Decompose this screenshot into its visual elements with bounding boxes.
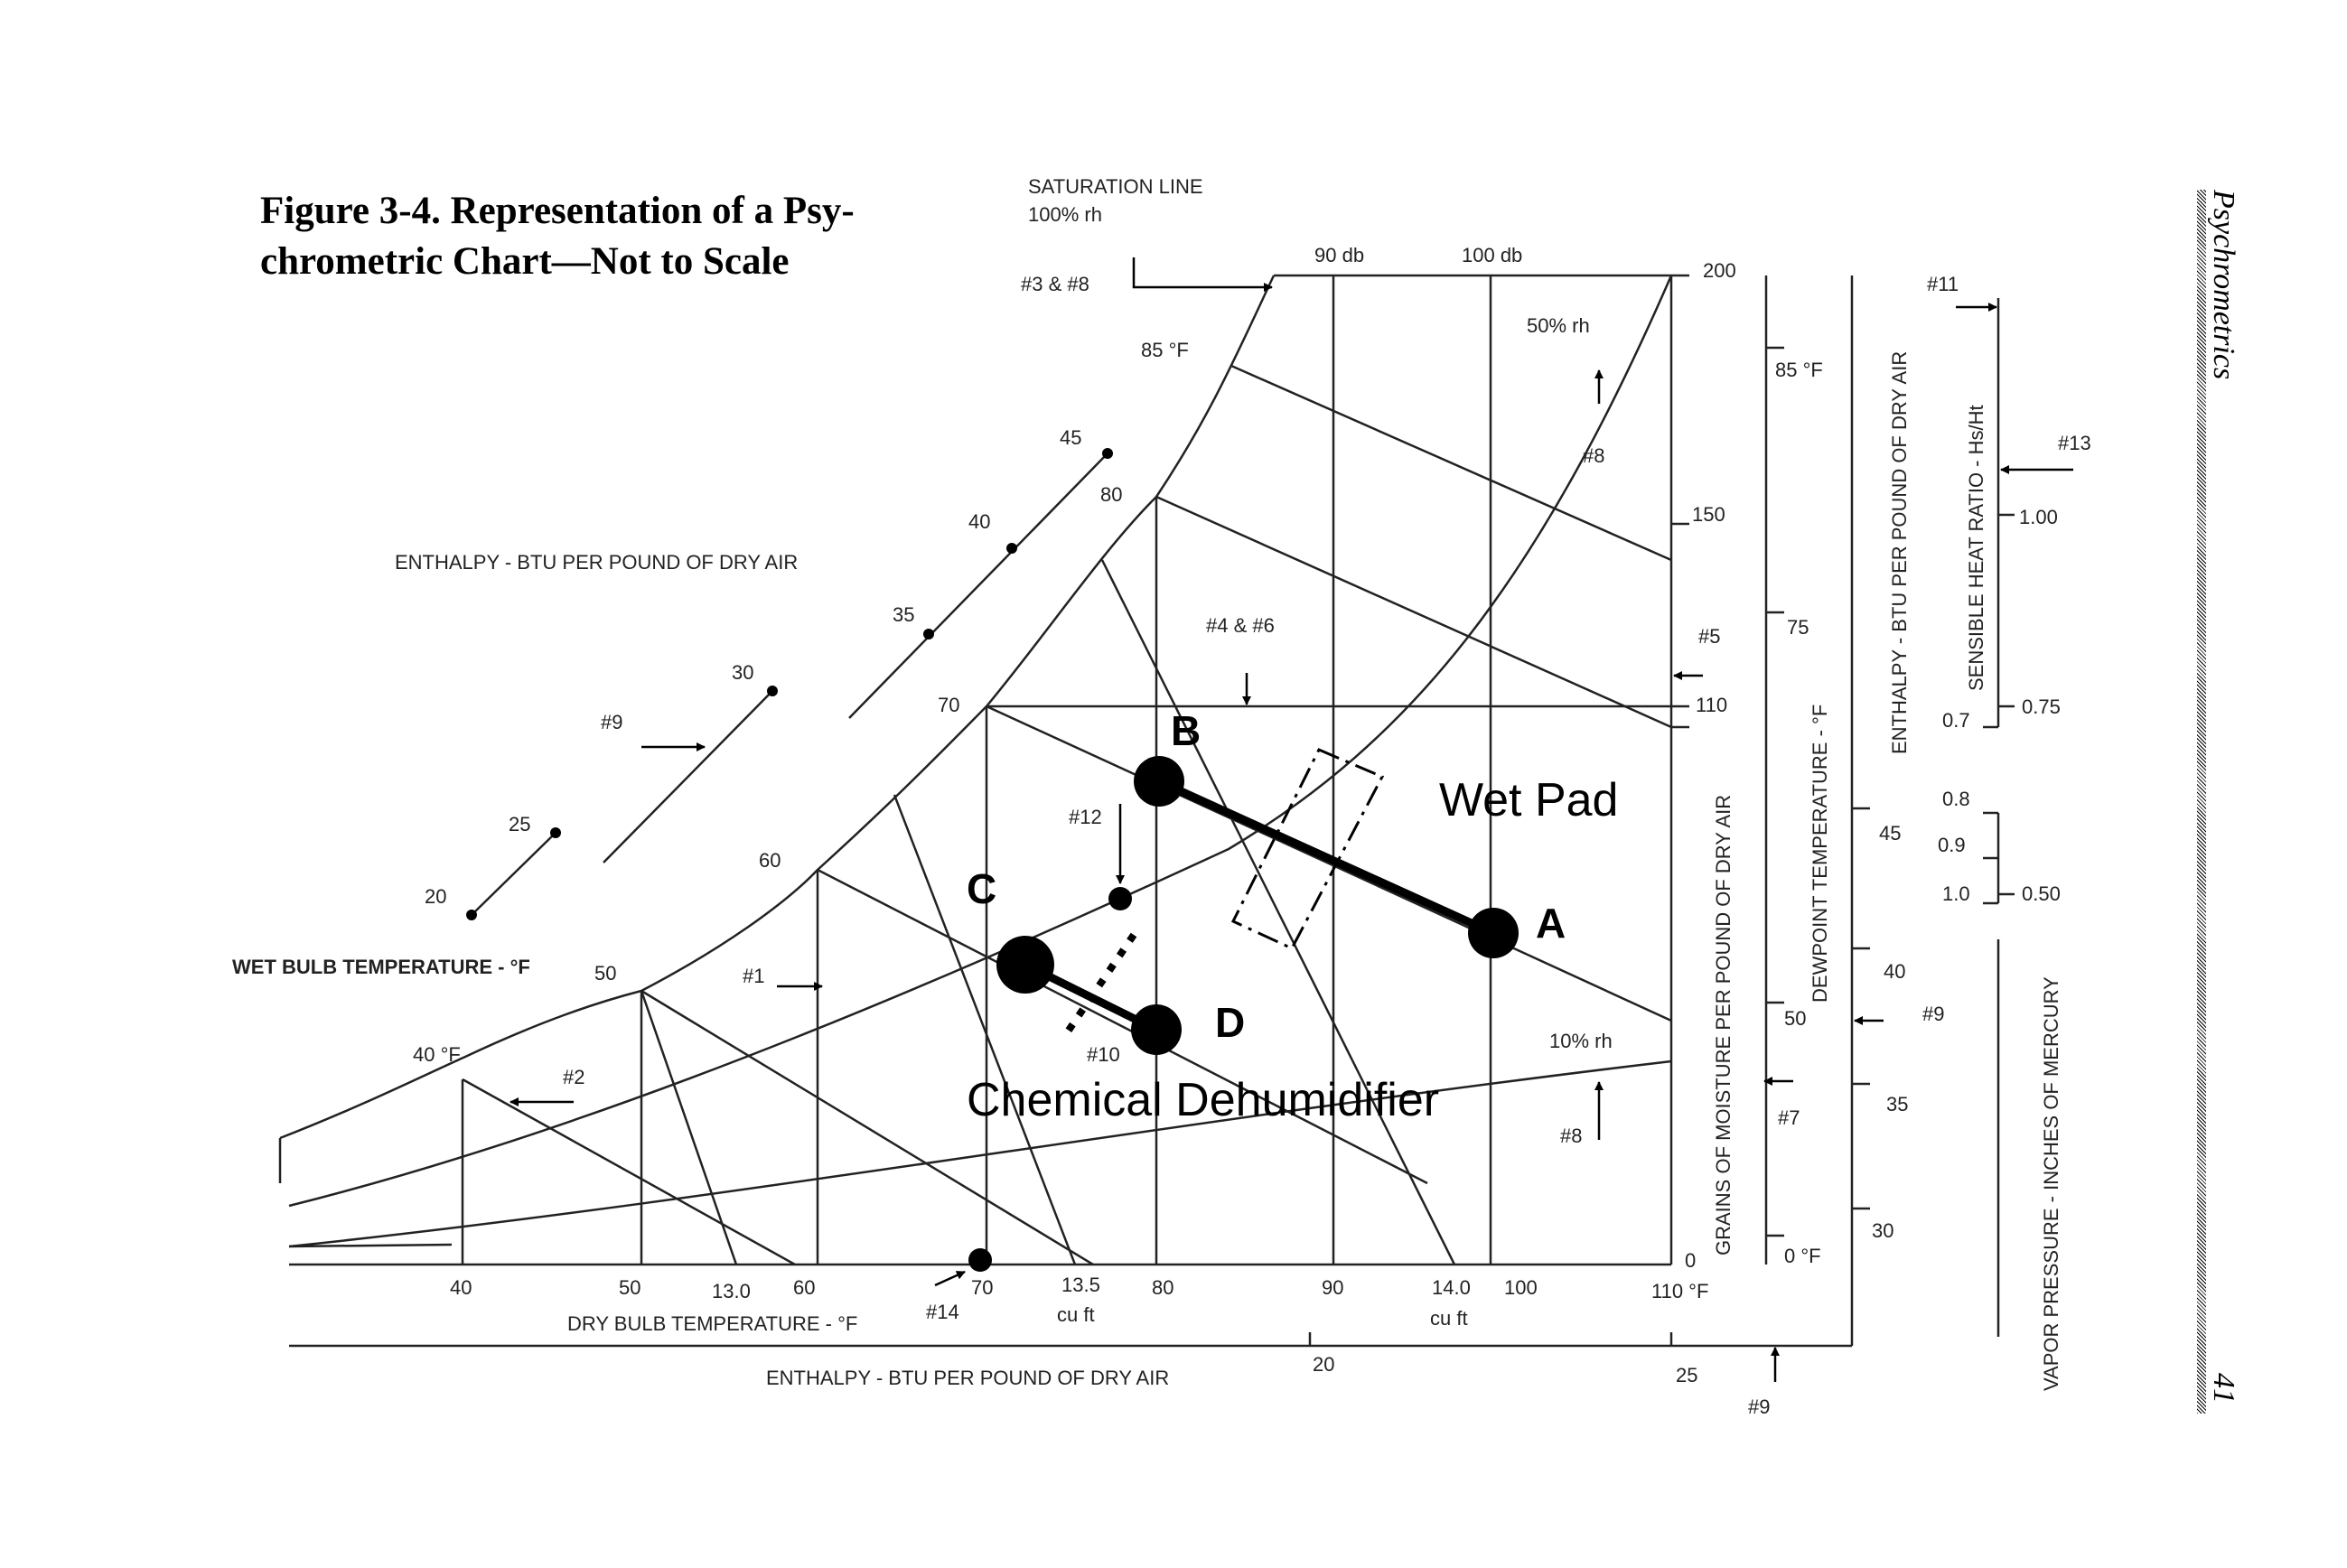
vapor-050: 0.50 bbox=[2022, 882, 2061, 905]
db-70: 70 bbox=[971, 1276, 994, 1299]
enthalpy-scale-25: 25 bbox=[509, 813, 531, 835]
callout-9c: #9 bbox=[1748, 1395, 1771, 1418]
enthalpy-scale-20: 20 bbox=[425, 885, 447, 908]
enthalpy-upper-label: ENTHALPY - BTU PER POUND OF DRY AIR bbox=[395, 551, 799, 574]
callout-9b: #9 bbox=[1922, 1003, 1945, 1025]
grains-0: 0 bbox=[1685, 1249, 1697, 1272]
enthalpy-right-30: 30 bbox=[1872, 1219, 1894, 1242]
saturation-line-label: SATURATION LINE bbox=[1028, 175, 1203, 198]
point-label-c: C bbox=[967, 865, 997, 912]
grains-150: 150 bbox=[1692, 503, 1725, 526]
saturation-rh-label: 100% rh bbox=[1028, 203, 1102, 226]
db-60: 60 bbox=[793, 1276, 816, 1299]
wb-85: 85 °F bbox=[1141, 339, 1189, 361]
enthalpy-right-axis-label: ENTHALPY - BTU PER POUND OF DRY AIR bbox=[1888, 350, 1911, 754]
process-label-dehumidifier: Chemical Dehumidifier bbox=[967, 1074, 1440, 1126]
dewpoint-50: 50 bbox=[1784, 1007, 1807, 1030]
shr-08: 0.8 bbox=[1942, 788, 1970, 810]
db-label-100: 100 db bbox=[1462, 244, 1523, 266]
db-40: 40 bbox=[450, 1276, 472, 1299]
state-point-a bbox=[1468, 908, 1519, 958]
callout-8b: #8 bbox=[1560, 1125, 1583, 1147]
db-90: 90 bbox=[1322, 1276, 1344, 1299]
enthalpy-right-35: 35 bbox=[1886, 1093, 1909, 1115]
enthalpy-scale-45: 45 bbox=[1060, 426, 1082, 449]
wb-60: 60 bbox=[759, 849, 781, 872]
callout-4-6: #4 & #6 bbox=[1206, 614, 1275, 637]
shr-10: 1.0 bbox=[1942, 882, 1970, 905]
db-80: 80 bbox=[1152, 1276, 1174, 1299]
enthalpy-scale-30: 30 bbox=[732, 661, 754, 684]
point-label-a: A bbox=[1536, 900, 1566, 947]
grains-200: 200 bbox=[1703, 259, 1736, 282]
dewpoint-85: 85 °F bbox=[1775, 359, 1823, 381]
db-100: 100 bbox=[1504, 1276, 1538, 1299]
shr-axis-label: SENSIBLE HEAT RATIO - Hs/Ht bbox=[1965, 405, 1987, 691]
wb-80: 80 bbox=[1100, 483, 1123, 506]
volume-13-5: 13.5 bbox=[1061, 1274, 1100, 1296]
enthalpy-scale-40: 40 bbox=[968, 510, 991, 533]
callout-arrows bbox=[510, 257, 2073, 1382]
wb-70: 70 bbox=[938, 694, 960, 716]
rh-label-50: 50% rh bbox=[1527, 314, 1590, 337]
vapor-axis-label: VAPOR PRESSURE - INCHES OF MERCURY bbox=[2040, 976, 2062, 1391]
caption-line-1: Figure 3-4. Representation of a Psy- bbox=[260, 190, 855, 232]
enthalpy-bottom-20: 20 bbox=[1313, 1353, 1335, 1376]
grains-110: 110 bbox=[1696, 694, 1728, 716]
process-label-wet-pad: Wet Pad bbox=[1439, 774, 1619, 826]
enthalpy-right-45: 45 bbox=[1879, 822, 1902, 845]
state-point-d bbox=[1131, 1004, 1182, 1055]
db-50: 50 bbox=[619, 1276, 641, 1299]
vapor-100: 1.00 bbox=[2019, 506, 2058, 528]
callout-13: #13 bbox=[2058, 432, 2091, 454]
state-point-b bbox=[1134, 756, 1184, 807]
callout-11: #11 bbox=[1927, 273, 1959, 295]
page-number: 41 bbox=[2207, 1373, 2240, 1404]
enthalpy-scale-35: 35 bbox=[893, 603, 915, 626]
volume-13-0: 13.0 bbox=[712, 1280, 751, 1302]
shr-07: 0.7 bbox=[1942, 709, 1970, 732]
enthalpy-bottom-25: 25 bbox=[1676, 1364, 1698, 1386]
point-label-b: B bbox=[1171, 707, 1202, 754]
db-label-90: 90 db bbox=[1314, 244, 1365, 266]
running-title: Psychrometrics bbox=[2207, 190, 2240, 380]
grains-axis-label: GRAINS OF MOISTURE PER POUND OF DRY AIR bbox=[1712, 794, 1735, 1255]
callout-7: #7 bbox=[1778, 1106, 1800, 1129]
callout-14: #14 bbox=[926, 1301, 959, 1323]
rh-label-10: 10% rh bbox=[1549, 1030, 1613, 1052]
callout-2: #2 bbox=[563, 1066, 585, 1088]
dewpoint-0: 0 °F bbox=[1784, 1245, 1821, 1267]
point-label-d: D bbox=[1215, 999, 1246, 1046]
state-point-c bbox=[996, 936, 1054, 994]
wb-50: 50 bbox=[594, 962, 617, 985]
db-110: 110 °F bbox=[1651, 1280, 1709, 1302]
callout-8a: #8 bbox=[1583, 444, 1605, 467]
dewpoint-axis-label: DEWPOINT TEMPERATURE - °F bbox=[1809, 704, 1831, 1003]
callout-10: #10 bbox=[1087, 1043, 1120, 1066]
dehumidifier-dotted-line bbox=[1066, 935, 1134, 1034]
volume-13-5-unit: cu ft bbox=[1057, 1303, 1095, 1326]
callout-5: #5 bbox=[1698, 625, 1721, 648]
chart-grid bbox=[280, 275, 1998, 1346]
dewpoint-75: 75 bbox=[1787, 616, 1809, 639]
caption-line-2: chrometric Chart—Not to Scale bbox=[260, 240, 790, 283]
volume-14-0: 14.0 bbox=[1432, 1276, 1471, 1299]
wb-40: 40 °F bbox=[413, 1043, 461, 1066]
vapor-075: 0.75 bbox=[2022, 695, 2061, 718]
dry-bulb-label: DRY BULB TEMPERATURE - °F bbox=[567, 1312, 858, 1335]
enthalpy-bottom-label: ENTHALPY - BTU PER POUND OF DRY AIR bbox=[766, 1367, 1170, 1389]
callout-9a: #9 bbox=[601, 711, 623, 733]
shr-09: 0.9 bbox=[1938, 834, 1966, 856]
volume-14-0-unit: cu ft bbox=[1430, 1307, 1468, 1330]
callout-1: #1 bbox=[743, 965, 765, 987]
wet-bulb-label: WET BULB TEMPERATURE - °F bbox=[232, 956, 530, 978]
callout-3-8: #3 & #8 bbox=[1021, 273, 1089, 295]
enthalpy-right-40: 40 bbox=[1884, 960, 1906, 983]
callout-12: #12 bbox=[1069, 806, 1102, 828]
